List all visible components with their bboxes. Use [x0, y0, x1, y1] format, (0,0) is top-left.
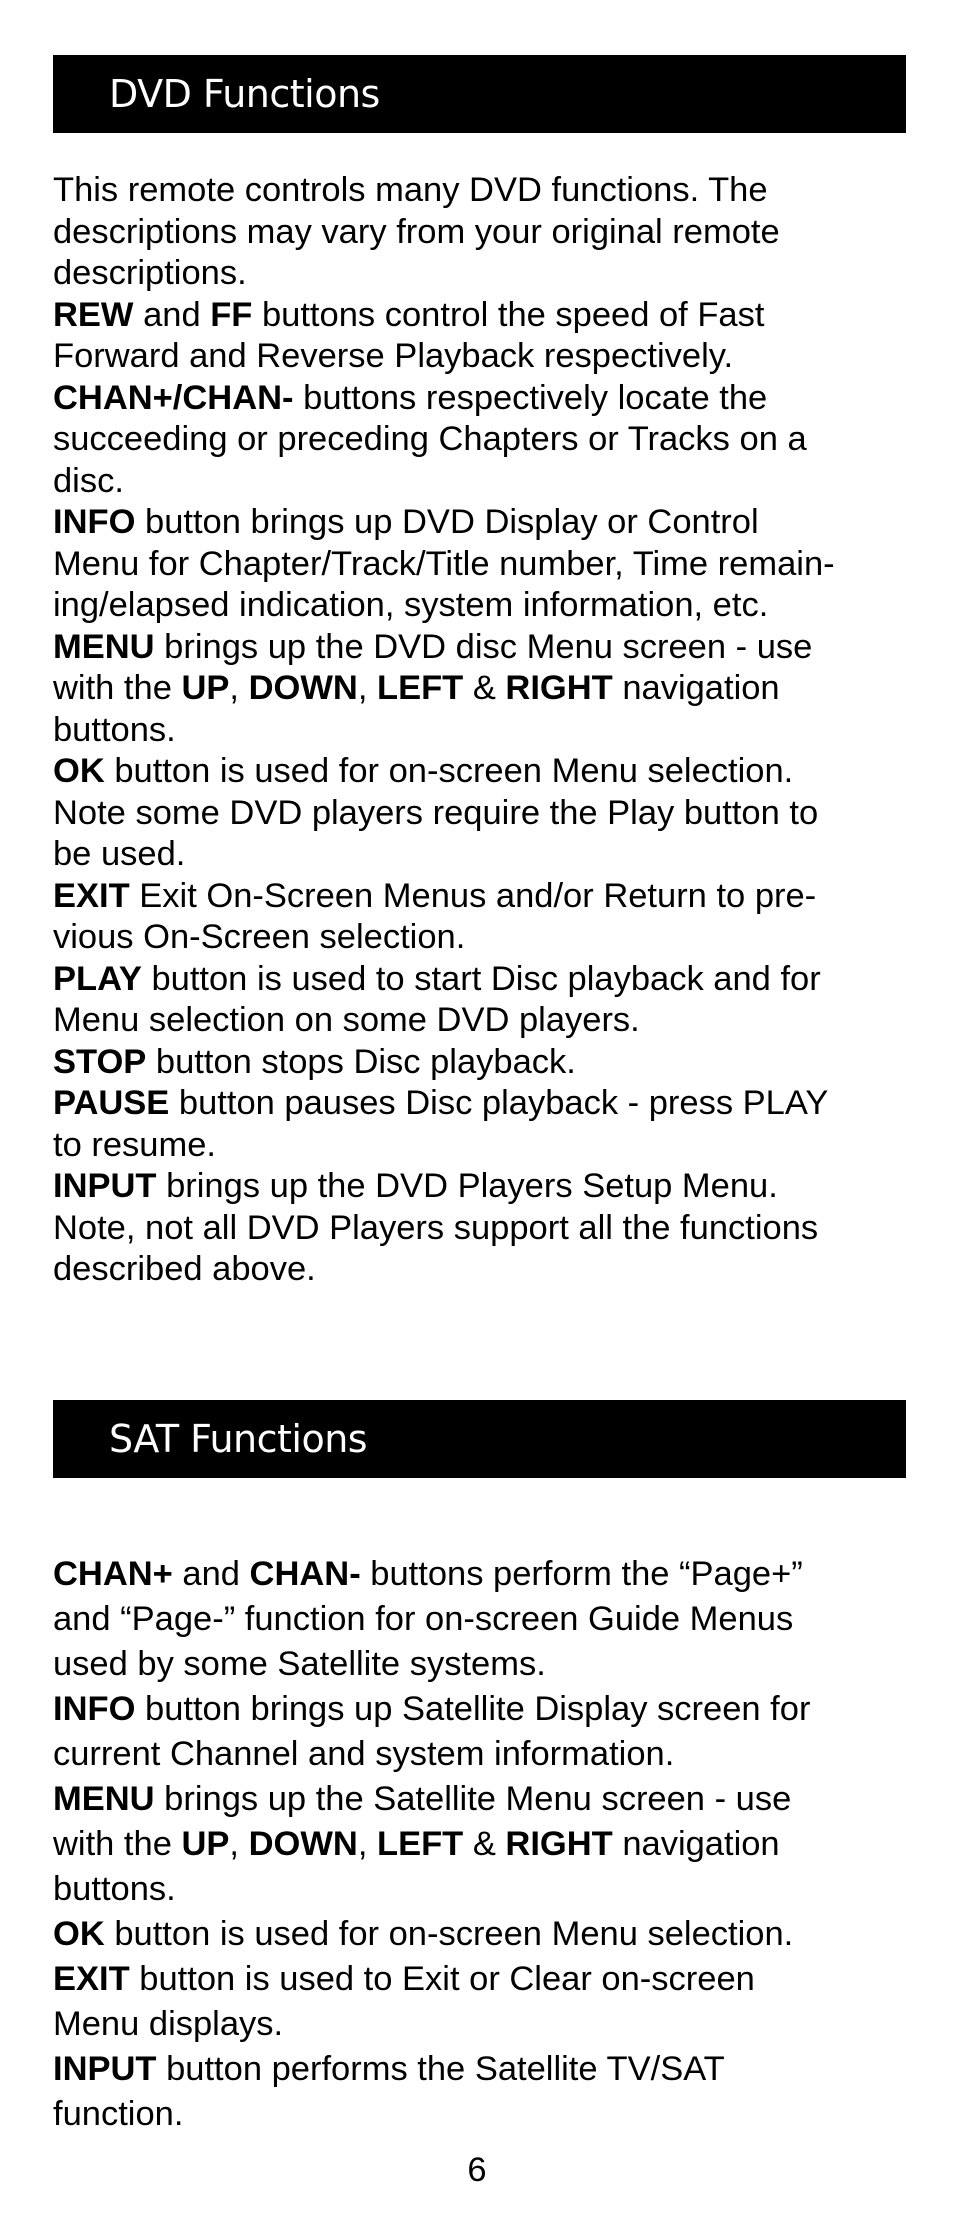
text-run: described above. — [53, 1250, 316, 1288]
bold-term: DOWN — [248, 669, 358, 707]
text-line — [53, 1125, 913, 1167]
text-run: descriptions. — [53, 254, 247, 292]
text-run: button performs the Satellite TV/SAT — [156, 2050, 725, 2088]
text-run: ing/elapsed indication, system information, etc. — [53, 586, 769, 624]
text-run: function. — [53, 2095, 184, 2133]
text-run: buttons perform the “Page+” — [360, 1555, 803, 1593]
text-line — [53, 1867, 913, 1912]
bold-term: DOWN — [248, 1825, 358, 1863]
text-run: buttons. — [53, 710, 176, 749]
text-run: current Channel and system information. — [53, 1735, 675, 1773]
text-run: Menu selection on some DVD players. — [53, 1001, 640, 1039]
text-run: , — [229, 1825, 249, 1863]
text-line — [53, 1208, 913, 1250]
page-number: 6 — [467, 2151, 487, 2189]
bold-term: INFO — [53, 1690, 136, 1728]
text-run: Menu displays. — [53, 2005, 284, 2043]
text-run: succeeding or preceding Chapters or Tracks on a — [53, 420, 807, 458]
text-line — [53, 834, 913, 876]
sat-functions-heading — [53, 1400, 906, 1478]
text-line — [53, 1083, 913, 1125]
text-line — [53, 1687, 913, 1732]
text-run: This remote controls many DVD functions. The — [53, 171, 768, 209]
text-line — [53, 1642, 913, 1687]
bold-term: LEFT — [377, 1825, 464, 1863]
text-line — [53, 2047, 913, 2092]
text-run: & — [463, 1825, 506, 1863]
text-line — [53, 502, 913, 544]
text-run: to resume. — [53, 1125, 216, 1164]
sat-functions-heading-text: SAT Functions — [109, 1417, 368, 1461]
text-line — [53, 1552, 913, 1597]
text-run: with the — [53, 1825, 182, 1863]
bold-term: REW — [53, 295, 134, 334]
bold-term: RIGHT — [505, 1825, 613, 1863]
text-run: button is used to Exit or Clear on-screen — [129, 1960, 755, 1998]
text-run: with the — [53, 669, 182, 707]
text-line — [53, 1777, 913, 1822]
bold-term: MENU — [53, 627, 155, 666]
text-run: vious On-Screen selection. — [53, 918, 466, 956]
text-line — [53, 710, 913, 752]
bold-term: CHAN+/CHAN- — [53, 378, 294, 417]
text-run: button pauses Disc playback - press PLAY — [169, 1084, 829, 1122]
text-line — [53, 1042, 913, 1084]
text-run: , — [229, 669, 249, 707]
text-line — [53, 336, 913, 378]
text-line — [53, 1912, 913, 1957]
bold-term: PLAY — [53, 959, 142, 998]
text-line — [53, 959, 913, 1001]
text-line — [53, 170, 913, 212]
text-line — [53, 295, 913, 337]
text-line — [53, 1166, 913, 1208]
bold-term: INPUT — [53, 1167, 157, 1205]
bold-term: FF — [210, 295, 253, 334]
text-run: navigation — [612, 1825, 780, 1863]
text-run: and — [172, 1555, 250, 1593]
text-run: , — [357, 669, 377, 707]
text-line — [53, 793, 913, 835]
text-run: buttons respectively locate the — [293, 378, 768, 417]
text-run: disc. — [53, 461, 124, 500]
bold-term: CHAN- — [249, 1555, 361, 1593]
text-run: Forward and Reverse Playback respectively. — [53, 337, 734, 375]
text-run: button brings up DVD Display or Control — [135, 503, 759, 541]
text-run: button stops Disc playback. — [146, 1042, 576, 1081]
text-line — [53, 419, 913, 461]
text-line — [53, 668, 913, 710]
text-line — [53, 876, 913, 918]
text-run: button is used for on-screen Menu selection. — [104, 752, 794, 790]
text-run: button is used for on-screen Menu selection. — [104, 1915, 794, 1953]
bold-term: INFO — [53, 503, 136, 541]
text-line — [53, 1000, 913, 1042]
text-line — [53, 544, 913, 586]
text-run: brings up the Satellite Menu screen - use — [154, 1780, 792, 1818]
text-run: button brings up Satellite Display screen for — [135, 1690, 811, 1728]
text-run: Note some DVD players require the Play button to — [53, 793, 819, 832]
bold-term: UP — [181, 669, 230, 707]
bold-term: PAUSE — [53, 1084, 170, 1122]
bold-term: MENU — [53, 1780, 155, 1818]
text-run: and — [133, 295, 211, 334]
dvd-functions-body — [53, 170, 913, 1291]
text-run: navigation — [612, 669, 780, 707]
text-run: buttons. — [53, 1870, 176, 1908]
text-line — [53, 2092, 913, 2137]
text-run: brings up the DVD disc Menu screen - use — [154, 627, 813, 666]
bold-term: UP — [181, 1825, 230, 1863]
text-line — [53, 253, 913, 295]
text-run: be used. — [53, 835, 186, 873]
bold-term: STOP — [53, 1042, 147, 1081]
dvd-functions-heading-text: DVD Functions — [109, 72, 380, 116]
bold-term: LEFT — [377, 669, 464, 707]
text-line — [53, 1249, 913, 1291]
text-line — [53, 1597, 913, 1642]
text-line — [53, 1732, 913, 1777]
text-run: descriptions may vary from your original remote — [53, 212, 780, 251]
text-run: button is used to start Disc playback and for — [141, 959, 821, 998]
text-run: , — [357, 1825, 377, 1863]
bold-term: INPUT — [53, 2050, 157, 2088]
text-line — [53, 212, 913, 254]
dvd-functions-heading — [53, 55, 906, 133]
text-line — [53, 378, 913, 420]
text-run: & — [463, 669, 506, 707]
bold-term: EXIT — [53, 1960, 130, 1998]
text-line — [53, 917, 913, 959]
text-run: Exit On-Screen Menus and/or Return to pre- — [129, 876, 817, 915]
text-line — [53, 1822, 913, 1867]
text-run: Menu for Chapter/Track/Title number, Time remain- — [53, 544, 835, 583]
text-line — [53, 2002, 913, 2047]
text-run: used by some Satellite systems. — [53, 1645, 546, 1683]
text-run: brings up the DVD Players Setup Menu. — [156, 1167, 778, 1205]
sat-functions-body — [53, 1552, 913, 2137]
bold-term: CHAN+ — [53, 1555, 173, 1593]
bold-term: RIGHT — [505, 669, 613, 707]
text-line — [53, 461, 913, 503]
text-line — [53, 1957, 913, 2002]
text-run: buttons control the speed of Fast — [252, 295, 765, 334]
text-run: Note, not all DVD Players support all the functions — [53, 1208, 819, 1247]
bold-term: OK — [53, 1915, 105, 1953]
text-run: and “Page-” function for on-screen Guide Menus — [53, 1600, 794, 1638]
bold-term: EXIT — [53, 876, 130, 915]
text-line — [53, 751, 913, 793]
text-line — [53, 585, 913, 627]
bold-term: OK — [53, 752, 105, 790]
text-line — [53, 627, 913, 669]
